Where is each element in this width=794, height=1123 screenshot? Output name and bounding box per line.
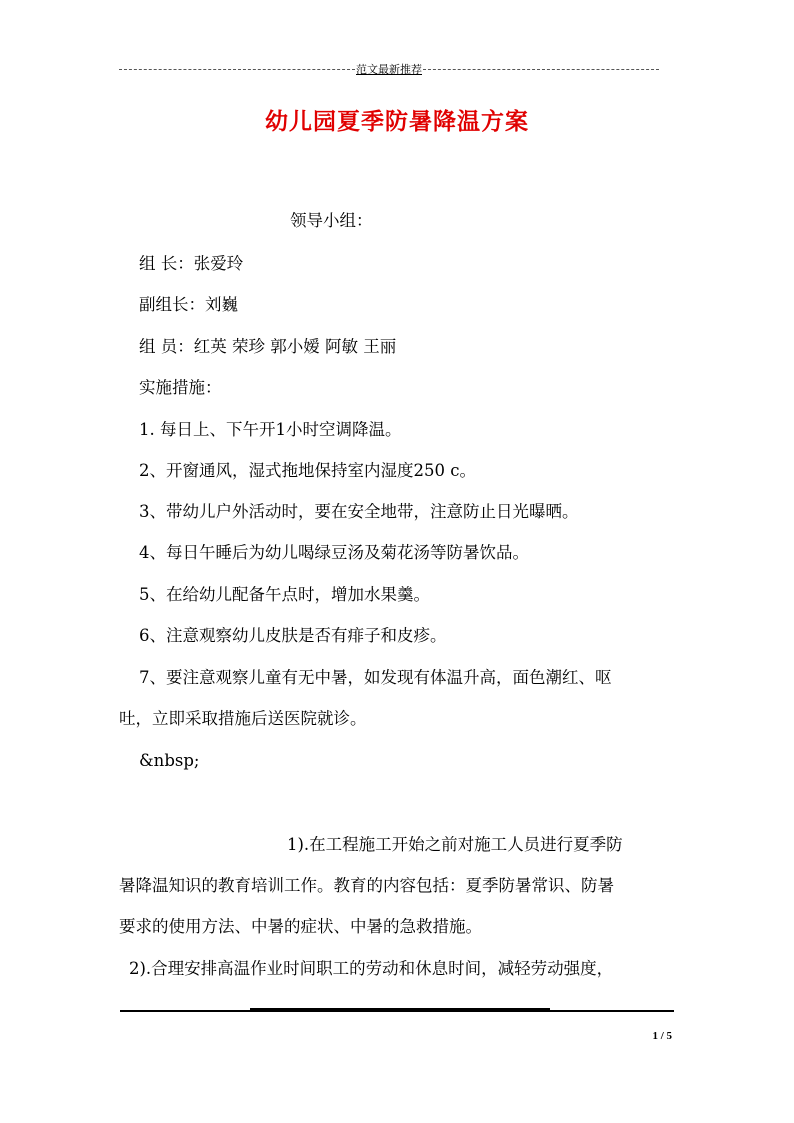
paragraph-1-line3: 要求的使用方法、中暑的症状、中暑的急救措施。 (119, 917, 482, 936)
measures-heading: 实施措施： (139, 378, 222, 397)
paragraph-1-line1: 1).在工程施工开始之前对施工人员进行夏季防 (287, 835, 623, 854)
measure-7-line1: 7、要注意观察儿童有无中暑，如发现有体温升高，面色潮红、呕 (139, 668, 612, 687)
measure-1: 1. 每日上、下午开1小时空调降温。 (139, 420, 402, 439)
nbsp-text: &nbsp; (139, 751, 200, 770)
header-dash-left (119, 69, 355, 70)
measure-6: 6、注意观察幼儿皮肤是否有痱子和皮疹。 (139, 626, 447, 645)
header-dash-right (423, 69, 659, 70)
measure-2: 2、开窗通风，湿式拖地保持室内湿度250 c。 (139, 461, 476, 480)
document-title: 幼儿园夏季防暑降温方案 (265, 109, 529, 135)
leader-heading: 领导小组： (290, 211, 373, 230)
measure-7-line2: 吐，立即采取措施后送医院就诊。 (119, 709, 367, 728)
measure-5: 5、在给幼儿配备午点时，增加水果羹。 (139, 585, 430, 604)
page-header (119, 60, 659, 78)
paragraph-1-line2: 暑降温知识的教育培训工作。教育的内容包括：夏季防暑常识、防暑 (119, 876, 614, 895)
footer-rule-thick (250, 1008, 550, 1011)
members-line: 组 员：红英 荣珍 郭小嫒 阿敏 王丽 (139, 337, 397, 356)
header-label: 范文最新推荐 (356, 63, 422, 76)
measure-3: 3、带幼儿户外活动时，要在安全地带，注意防止日光曝晒。 (139, 502, 579, 521)
leader-line: 组 长：张爱玲 (139, 254, 244, 273)
paragraph-2-line1: 2).合理安排高温作业时间职工的劳动和休息时间，减轻劳动强度， (129, 959, 614, 978)
page-number: 1 / 5 (652, 1030, 672, 1042)
deputy-line: 副组长：刘巍 (139, 295, 238, 314)
measure-4: 4、每日午睡后为幼儿喝绿豆汤及菊花汤等防暑饮品。 (139, 543, 529, 562)
